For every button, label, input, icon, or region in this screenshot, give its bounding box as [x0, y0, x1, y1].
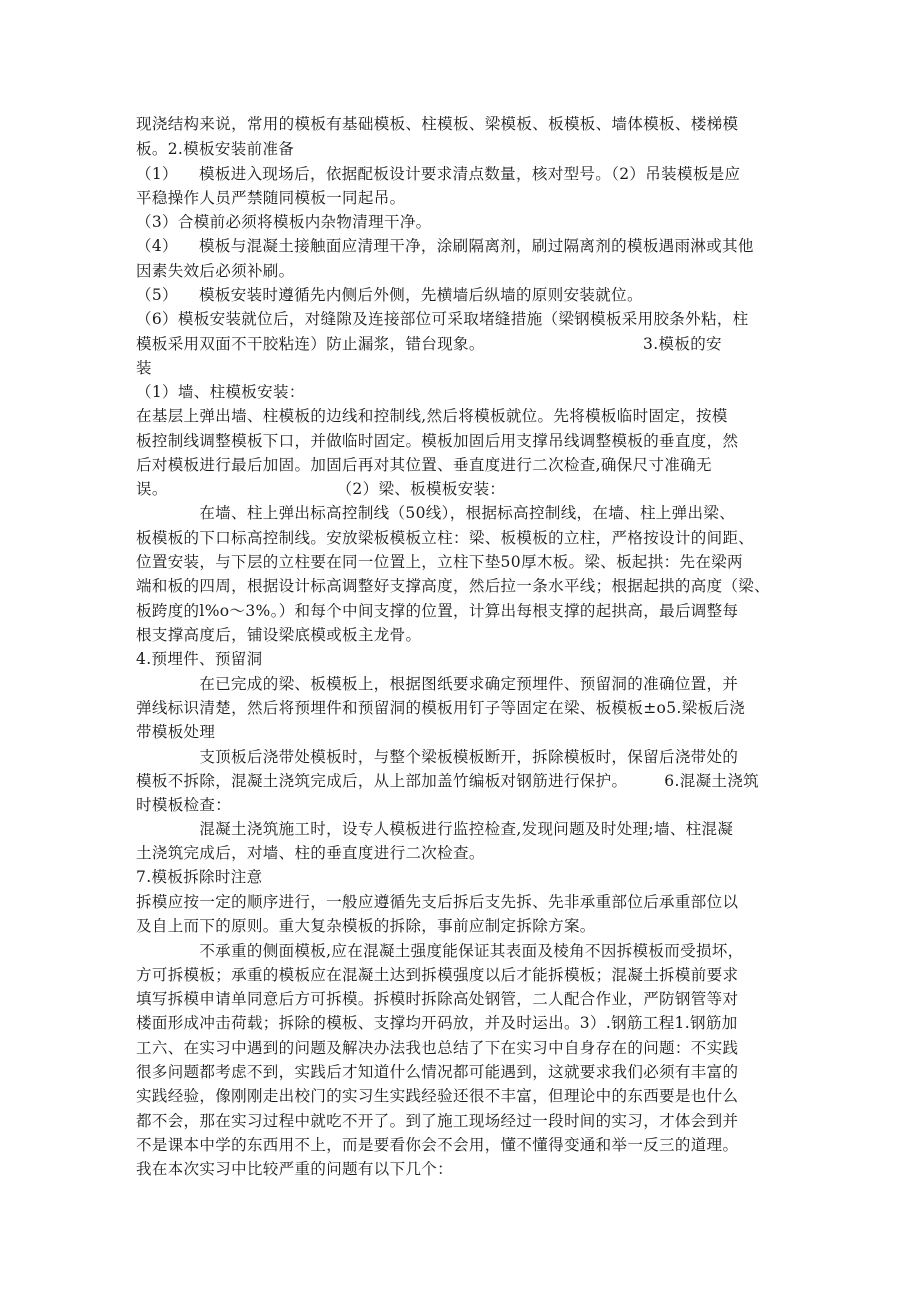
text-line: 工六、在实习中遇到的问题及解决办法我也总结了下在实习中自身存在的问题：不实践	[136, 1039, 739, 1057]
text-line: 在已完成的梁、板模板上，根据图纸要求确定预埋件、预留洞的准确位置，并	[136, 675, 739, 693]
text-line: （1） 模板进入现场后，依据配板设计要求清点数量，核对型号。（2）吊装模板是应	[136, 165, 741, 183]
text-line: 在基层上弹出墙、柱模板的边线和控制线,然后将模板就位。先将模板临时固定，按模	[136, 407, 728, 425]
text-line: 不是课本中学的东西用不上，而是要看你会不会用，懂不懂得变通和举一反三的道理。	[136, 1136, 739, 1154]
text-line: 装	[136, 359, 152, 377]
text-line: 填写拆模申请单同意后方可拆模。拆模时拆除高处钢管，二人配合作业，严防钢管等对	[136, 990, 739, 1008]
text-line: 板控制线调整模板下口，并做临时固定。模板加固后用支撑吊线调整模板的垂直度，然	[136, 432, 739, 450]
text-line: （6）模板安装就位后，对缝隙及连接部位可采取堵缝措施（梁钢模板采用胶条外粘，柱	[136, 310, 749, 328]
text-line: 误。 （2）梁、板模板安装：	[136, 480, 506, 498]
text-line: 带模板处理	[136, 723, 216, 741]
text-line: 模板不拆除，混凝土浇筑完成后，从上部加盖竹编板对钢筋进行保护。 6.混凝土浇筑	[136, 772, 760, 790]
text-line: 我在本次实习中比较严重的问题有以下几个：	[136, 1160, 454, 1178]
text-line: 支顶板后浇带处模板时，与整个梁板模板断开，拆除模板时，保留后浇带处的	[136, 748, 739, 766]
text-line: （4） 模板与混凝土接触面应清理干净，涂刷隔离剂，刷过隔离剂的模板遇雨淋或其他	[136, 237, 754, 255]
text-line: 平稳操作人员严禁随同模板一同起吊。	[136, 189, 406, 207]
text-line: 弹线标识清楚，然后将预埋件和预留洞的模板用钉子等固定在梁、板模板±o5.梁板后浇	[136, 699, 746, 717]
text-line: （5） 模板安装时遵循先内侧后外侧，先横墙后纵墙的原则安装就位。	[136, 286, 643, 304]
text-line: 楼面形成冲击荷载；拆除的模板、支撑均开码放，并及时运出。3）.钢筋工程1.钢筋加	[136, 1014, 738, 1032]
section-heading: 4.预埋件、预留洞	[136, 650, 263, 668]
text-line: 土浇筑完成后，对墙、柱的垂直度进行二次检查。	[136, 844, 485, 862]
text-line: 板跨度的l%o～3%。）和每个中间支撑的位置，计算出每根支撑的起拱高，最后调整每	[136, 602, 739, 620]
text-line: 很多问题都考虑不到，实践后才知道什么情况都可能遇到，这就要求我们必须有丰富的	[136, 1063, 739, 1081]
text-line: 混凝土浇筑施工时，设专人模板进行监控检查,发现问题及时处理;墙、柱混凝	[136, 820, 734, 838]
text-line: 板。2.模板安装前准备	[136, 140, 295, 158]
text-line: 拆模应按一定的顺序进行，一般应遵循先支后拆后支先拆、先非承重部位后承重部位以	[136, 893, 739, 911]
text-line: 端和板的四周，根据设计标高调整好支撑高度，然后拉一条水平线；根据起拱的高度（梁、	[136, 577, 771, 595]
text-line: 模板采用双面不干胶粘连）防止漏浆，错台现象。 3.模板的安	[136, 335, 722, 353]
section-heading: 7.模板拆除时注意	[136, 868, 263, 886]
text-line: 实践经验，像刚刚走出校门的实习生实践经验还很不丰富，但理论中的东西要是也什么	[136, 1087, 739, 1105]
text-line: 都不会，那在实习过程中就吃不开了。到了施工现场经过一段时间的实习，才体会到并	[136, 1112, 739, 1130]
text-line: 位置安装，与下层的立柱要在同一位置上，立柱下垫50厚木板。梁、板起拱：先在梁两	[136, 553, 743, 571]
text-line: 因素失效后必须补刷。	[136, 262, 295, 280]
text-line: 板模板的下口标高控制线。安放梁板模板立柱：梁、板模板的立柱，严格按设计的间距、	[136, 529, 755, 547]
text-line: 时模板检查：	[136, 796, 232, 814]
text-line: 在墙、柱上弹出标高控制线（50线），根据标高控制线，在墙、柱上弹出梁、	[136, 504, 736, 522]
text-line: 及自上而下的原则。重大复杂模板的拆除，事前应制定拆除方案。	[136, 917, 596, 935]
text-line: （3）合模前必须将模板内杂物清理干净。	[136, 213, 432, 231]
text-line: 现浇结构来说，常用的模板有基础模板、柱模板、梁模板、板模板、墙体模板、楼梯模	[136, 115, 739, 133]
text-line: 根支撑高度后，铺设梁底模或板主龙骨。	[136, 626, 422, 644]
text-line: （1）墙、柱模板安装：	[136, 383, 305, 401]
text-line: 方可拆模板；承重的模板应在混凝土达到拆模强度以后才能拆模板；混凝土拆模前要求	[136, 966, 739, 984]
text-line: 不承重的侧面模板,应在混凝土强度能保证其表面及棱角不因拆模板而受损坏，	[136, 942, 744, 960]
text-line: 后对模板进行最后加固。加固后再对其位置、垂直度进行二次检查,确保尺寸准确无	[136, 456, 712, 474]
